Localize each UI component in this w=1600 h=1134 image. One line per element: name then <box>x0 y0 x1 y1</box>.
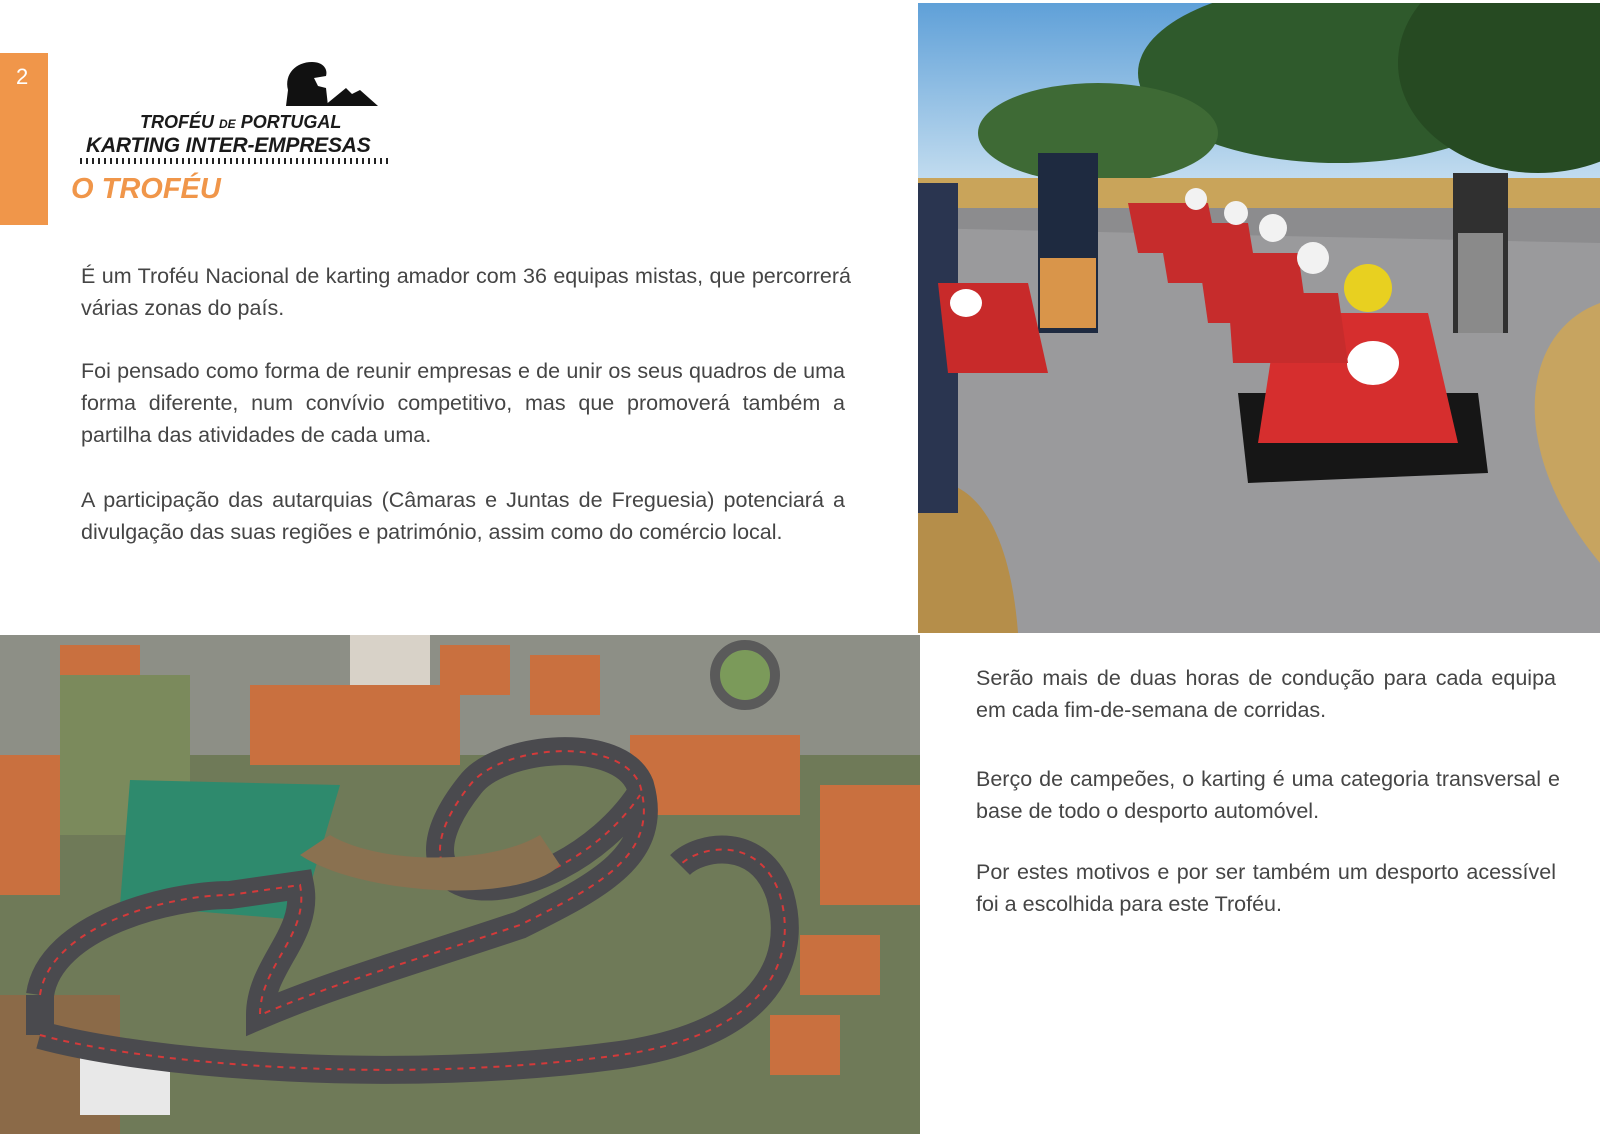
paragraph-cradle-champions: Berço de campeões, o karting é uma categoria transversal e base de todo o desporto automóvel. <box>976 767 1560 823</box>
logo-dotted-rule <box>80 158 390 164</box>
paragraph-purpose: Foi pensado como forma de reunir empresas e de unir os seus quadros de uma forma diferente, num convívio competitivo, mas que promoverá também a partilha das atividades de cada uma. <box>81 359 845 447</box>
helmet-logo-icon <box>280 60 380 110</box>
logo-title-line1: TROFÉU DE PORTUGAL <box>140 112 342 132</box>
karts-photo <box>918 3 1600 633</box>
section-title: O TROFÉU <box>71 173 221 205</box>
paragraph-driving-time: Serão mais de duas horas de condução para cada equipa em cada fim-de-semana de corridas. <box>976 666 1556 722</box>
aerial-track-photo <box>0 635 920 1134</box>
logo-title-line2: KARTING INTER-EMPRESAS <box>86 134 371 157</box>
page-number: 2 <box>16 64 29 89</box>
trophy-logo <box>80 60 410 170</box>
paragraph-accessible: Por estes motivos e por ser também um desporto acessível foi a escolhida para este Troféu. <box>976 860 1556 916</box>
paragraph-municipalities: A participação das autarquias (Câmaras e Juntas de Freguesia) potenciará a divulgação das suas regiões e património, assim como do comércio local. <box>81 488 845 544</box>
paragraph-intro: É um Troféu Nacional de karting amador com 36 equipas mistas, que percorrerá várias zonas do país. <box>81 264 851 320</box>
